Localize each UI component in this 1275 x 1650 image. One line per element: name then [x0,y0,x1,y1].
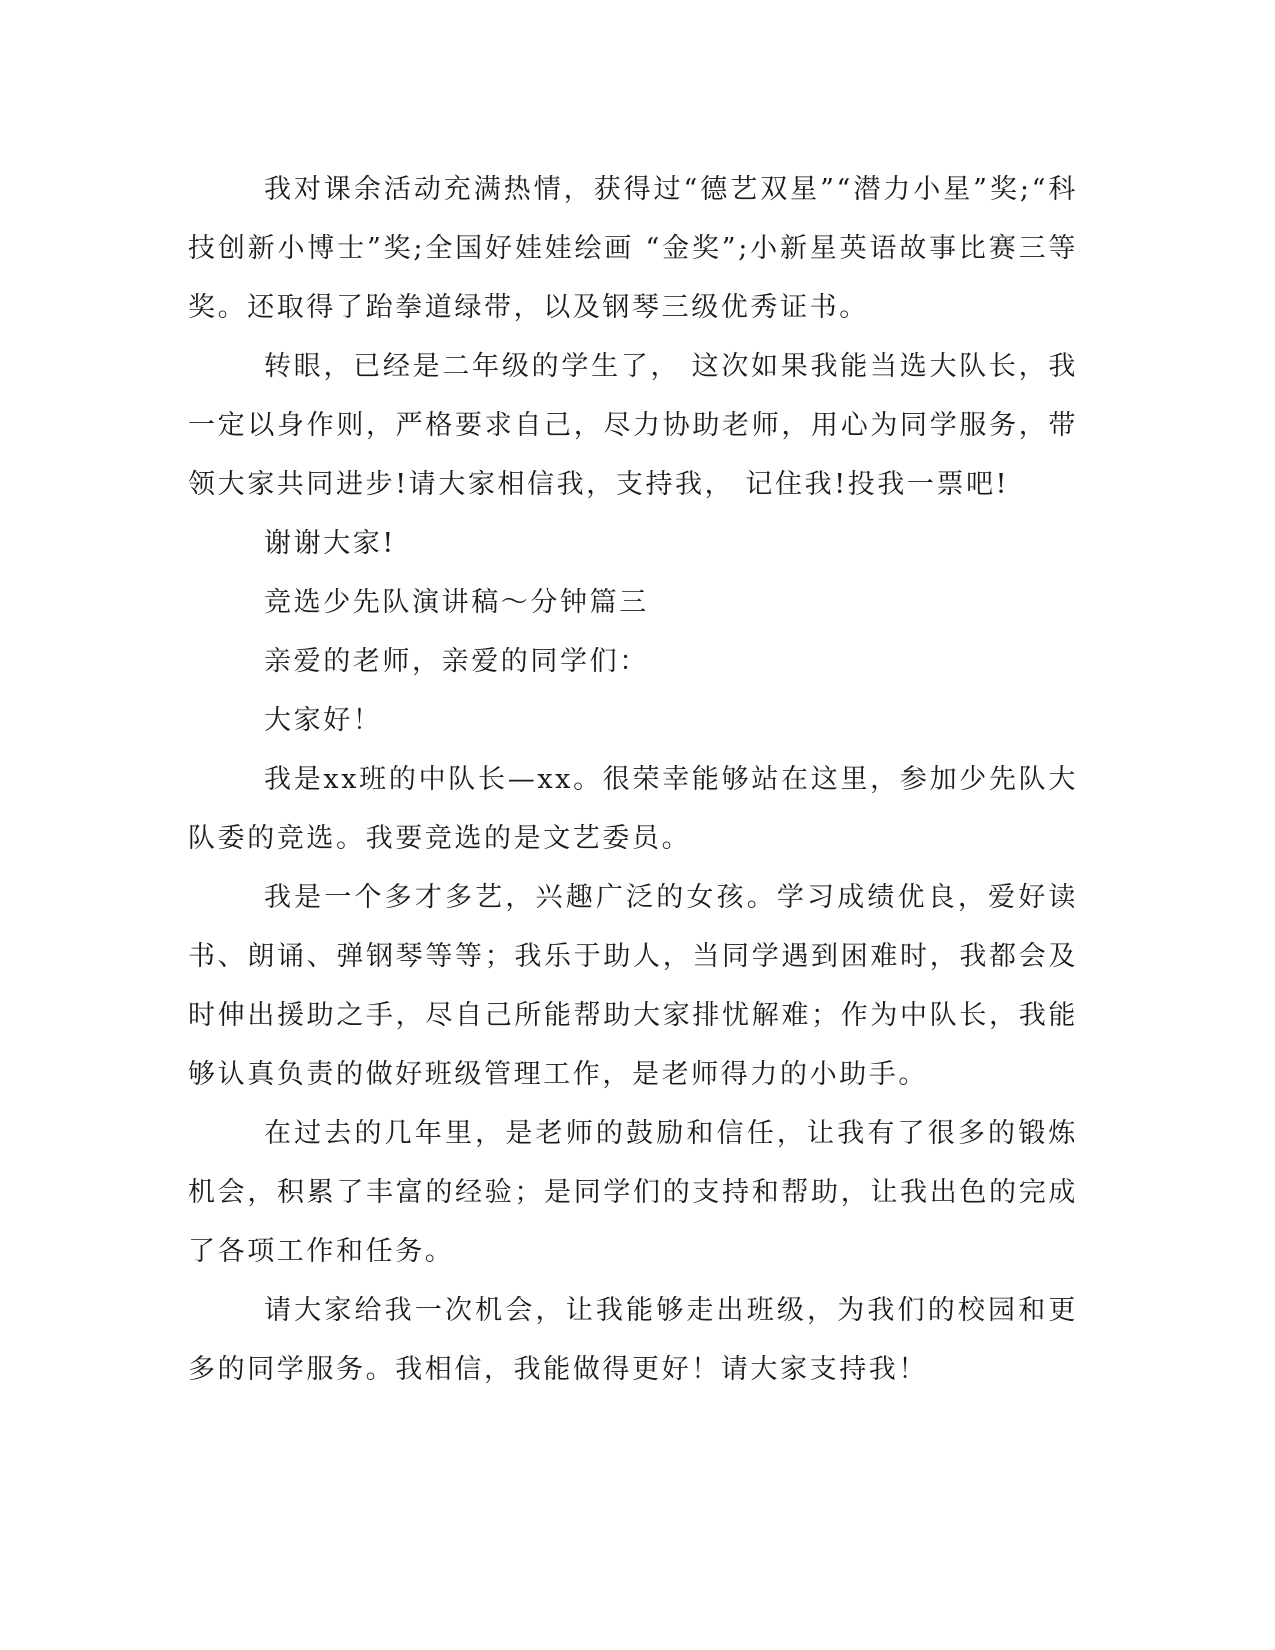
paragraph-awards: 我对课余活动充满热情，获得过“德艺双星”“潜力小星”奖;“科技创新小博士”奖;全国好娃娃绘画 “金奖”;小新星英语故事比赛三等奖。还取得了跆拳道绿带，以及钢琴三级优秀证书。 [188,174,1078,323]
paragraph-self-description: 我是一个多才多艺，兴趣广泛的女孩。学习成绩优良，爱好读书、朗诵、弹钢琴等等；我乐于助人，当同学遇到困难时，我都会及时伸出援助之手，尽自己所能帮助大家排忧解难；作为中队长，我能够认真负责的做好班级管理工作，是老师得力的小助手。 [188,882,1078,1090]
section-heading: 竞选少先队演讲稿～分钟篇三 [264,587,649,618]
paragraph-experience: 在过去的几年里，是老师的鼓励和信任，让我有了很多的锻炼机会，积累了丰富的经验；是同学们的支持和帮助，让我出色的完成了各项工作和任务。 [188,1118,1078,1267]
salutation: 亲爱的老师，亲爱的同学们： [264,646,649,677]
paragraph-appeal: 请大家给我一次机会，让我能够走出班级，为我们的校园和更多的同学服务。我相信，我能做得更好！请大家支持我！ [188,1295,1078,1385]
paragraph-thanks: 谢谢大家! [264,528,396,559]
paragraph-introduction: 我是xx班的中队长—xx。很荣幸能够站在这里，参加少先队大队委的竞选。我要竞选的是文艺委员。 [188,764,1078,854]
document-body [188,160,1078,1399]
greeting: 大家好！ [264,705,383,736]
paragraph-pledge: 转眼，已经是二年级的学生了， 这次如果我能当选大队长，我一定以身作则，严格要求自己，尽力协助老师，用心为同学服务，带领大家共同进步!请大家相信我，支持我， 记住我!投我一票吧! [188,351,1078,500]
